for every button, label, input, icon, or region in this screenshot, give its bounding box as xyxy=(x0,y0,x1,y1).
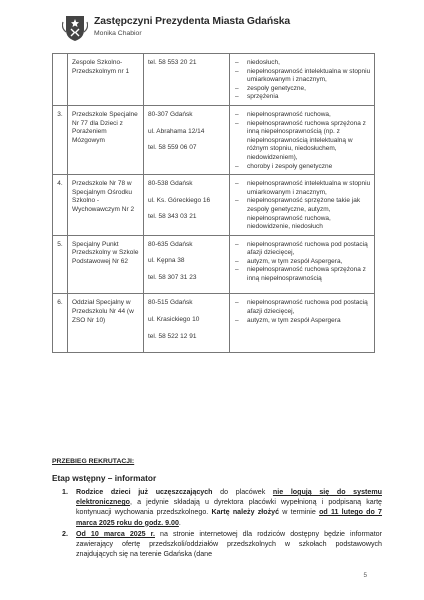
step-text: na stronie internetowej dla rodziców dostępny będzie informator zawierający ofertę przedszkoli/oddziałów przedszkolnych w szkołach podstawowych znajdujących się na terenie Gdańska (dane xyxy=(76,529,382,559)
list-item: – niepełnosprawność ruchowa, xyxy=(234,111,371,120)
address-line: tel. 58 553 20 21 xyxy=(148,59,197,66)
address-line: 80-538 Gdańsk xyxy=(148,180,193,188)
address-line: 80-307 Gdańsk xyxy=(148,110,193,118)
table-row xyxy=(53,235,375,294)
address-line: 80-635 Gdańsk xyxy=(148,240,193,248)
list-item: – niepełnosprawność ruchowa pod postacią afazji dziecięcej, xyxy=(234,241,371,258)
address-line: tel. 58 307 31 23 xyxy=(148,273,197,281)
address-line: ul. Ks. Góreckiego 16 xyxy=(148,196,211,204)
table-row xyxy=(53,175,375,236)
header-subtitle: Monika Chabior xyxy=(94,30,142,37)
list-item: – niepełnosprawność ruchowa pod postacią afazji dziecięcej, xyxy=(234,299,371,316)
row-number: 3. xyxy=(53,105,68,174)
gdansk-coat-of-arms-icon xyxy=(62,14,88,42)
step-text-emphasis: nie logują się do systemu elektronicznego xyxy=(76,488,382,507)
institution-address xyxy=(144,54,230,106)
list-item xyxy=(52,529,382,560)
address-line: tel. 58 522 12 91 xyxy=(148,332,197,340)
recruitment-section xyxy=(52,458,382,560)
step-text-bold: Rodzice dzieci już uczęszczających xyxy=(76,488,213,496)
table-row xyxy=(53,105,375,174)
institution-name: Zespole Szkolno-Przedszkolnym nr 1 xyxy=(68,54,144,106)
address-line: 80-515 Gdańsk xyxy=(148,299,193,307)
step-text: w terminie xyxy=(279,508,320,517)
disabilities-cell xyxy=(230,294,375,353)
disabilities-cell xyxy=(230,235,375,294)
list-item: – sprzężenia xyxy=(234,93,371,102)
step-text: . xyxy=(178,518,181,527)
institution-address xyxy=(144,175,230,236)
row-number: 6. xyxy=(53,294,68,353)
institution-address xyxy=(144,105,230,174)
stage-title: Etap wstępny – informator xyxy=(52,473,157,483)
row-number xyxy=(53,54,68,106)
list-item: – zespoły genetyczne, xyxy=(234,85,371,94)
disabilities-list xyxy=(234,111,371,171)
row-number: 4. xyxy=(53,175,68,236)
list-item: – niepełnosprawność intelektualna w stopniu umiarkowanym i znacznym, xyxy=(234,180,371,197)
address-line: tel. 58 343 03 21 xyxy=(148,213,197,221)
step-text-bold: Kartę należy złożyć xyxy=(211,508,280,517)
disabilities-list xyxy=(234,59,371,102)
step-number: 1. xyxy=(62,488,68,496)
list-item: – autyzm, w tym zespół Aspergera xyxy=(234,317,371,326)
list-item: – choroby i zespoły genetyczne xyxy=(234,163,371,172)
list-item: – autyzm, w tym zespół Aspergera, xyxy=(234,258,371,267)
list-item: – niepełnosprawność ruchowa sprzężona z inną niepełnosprawnością xyxy=(234,266,371,283)
institution-name: Specjalny Punkt Przedszkolny w Szkole Podstawowej Nr 62 xyxy=(68,235,144,294)
date-text: Od 10 marca 2025 r. xyxy=(76,529,155,538)
deadline-text: od 11 lutego do 7 marca 2025 roku do godz. 9.00 xyxy=(76,508,383,527)
address-line: tel. 58 559 06 07 xyxy=(148,144,197,152)
step-text: , a jedynie składają u dyrektora placówki wypełnioną i podpisaną kartę kontynuacji wychowania przedszkolnego. xyxy=(76,498,382,517)
list-item xyxy=(52,487,382,528)
table-row xyxy=(53,294,375,353)
list-item: – niepełnosprawność intelektualna w stopniu umiarkowanym i znacznym, xyxy=(234,68,371,85)
recruitment-heading: PRZEBIEG REKRUTACJI: xyxy=(52,458,135,465)
list-item: – niedosłuch, xyxy=(234,59,371,68)
row-number: 5. xyxy=(53,235,68,294)
address-line: ul. Krasickiego 10 xyxy=(148,316,200,324)
disabilities-cell xyxy=(230,54,375,106)
steps-list xyxy=(52,487,382,559)
disabilities-list xyxy=(234,241,371,284)
institutions-table xyxy=(52,53,375,353)
institution-name: Oddział Specjalny w Przedszkolu Nr 44 (w ZSO Nr 10) xyxy=(68,294,144,353)
list-item: – niepełnosprawność ruchowa sprzężona z inną niepełnosprawnością (np. z niepełnosprawnością intelektualną w różnym stopniu, niedosłuchem, niedowidzeniem), xyxy=(234,120,371,163)
header-title: Zastępczyni Prezydenta Miasta Gdańska xyxy=(94,16,291,27)
list-item: – niepełnosprawność sprzężone takie jak zespoły genetyczne, autyzm, niepełnosprawność ruchowa, niedowidzenie, niedosłuch xyxy=(234,197,371,231)
disabilities-cell xyxy=(230,175,375,236)
address-line: ul. Kępna 38 xyxy=(148,257,185,265)
institution-address xyxy=(144,294,230,353)
page-number: 5 xyxy=(363,572,367,579)
institution-name: Przedszkole Nr 78 w Specjalnym Ośrodku Szkolno - Wychowawczym Nr 2 xyxy=(68,175,144,236)
institution-address xyxy=(144,235,230,294)
address-line: ul. Abrahama 12/14 xyxy=(148,127,205,135)
letterhead xyxy=(62,14,404,50)
disabilities-list xyxy=(234,299,371,325)
disabilities-list xyxy=(234,180,371,232)
institution-name: Przedszkole Specjalne Nr 77 dla Dzieci z Porażeniem Mózgowym xyxy=(68,105,144,174)
disabilities-cell xyxy=(230,105,375,174)
step-number: 2. xyxy=(62,529,68,538)
table-row xyxy=(53,54,375,106)
step-text: do placówek xyxy=(212,488,273,496)
